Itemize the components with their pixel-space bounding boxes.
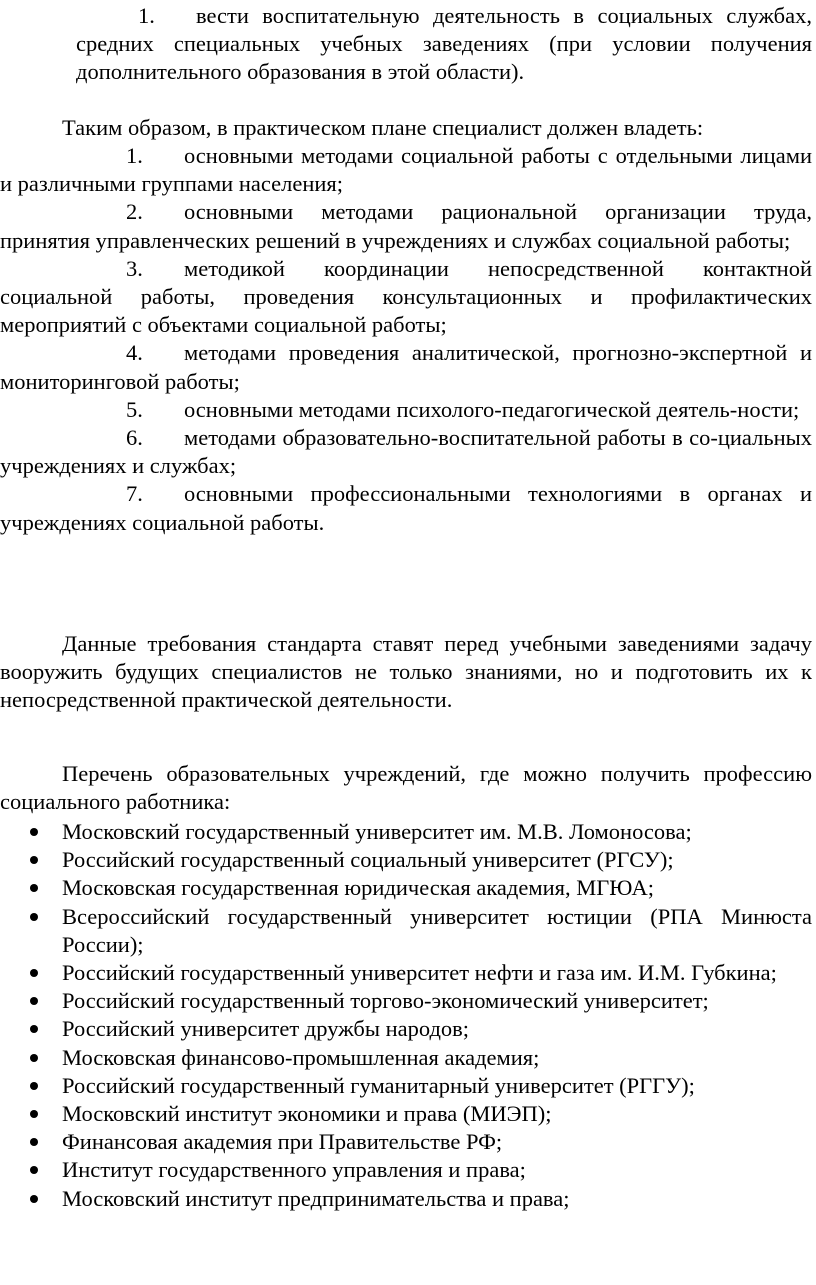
item-text: основными методами рациональной организации труда, принятия управленческих решений в учреждениях и службах социальной работы; [0, 199, 812, 253]
item-text: Российский государственный университет нефти и газа им. И.М. Губкина; [62, 960, 777, 986]
list-item [0, 874, 812, 902]
list-item [0, 818, 812, 846]
list-item [0, 1044, 812, 1072]
continued-list [0, 2, 812, 87]
list-item [0, 1156, 812, 1184]
item-text: Российский государственный социальный университет (РГСУ); [62, 847, 674, 873]
intro-line: Таким образом, в практическом плане специалист должен владеть: [62, 115, 704, 140]
institutions-list [0, 818, 812, 1213]
item-text: основными методами социальной работы с отдельными лицами и различными группами населения; [0, 143, 812, 197]
item-text: методикой координации непосредственной контактной социальной работы, проведения консультационных и профилактических мероприятий с объектами социальной работы; [0, 255, 812, 338]
list-item [0, 846, 812, 874]
bullet-icon [30, 1195, 38, 1203]
bullet-icon [30, 1025, 38, 1033]
item-text: вести воспитательную деятельность в социальных службах, средних специальных учебных заведениях (при условии получения дополнительного образования в этой области). [76, 3, 812, 85]
list-item [0, 198, 812, 254]
item-number: 1. [126, 143, 143, 168]
paragraph-institutions: Перечень образовательных учреждений, где можно получить профессию социального работника: [0, 761, 812, 815]
item-text: Московский институт предпринимательства и права; [62, 1185, 570, 1211]
list-item [0, 396, 812, 424]
item-text: Российский государственный гуманитарный университет (РГГУ); [62, 1072, 695, 1098]
list-item [0, 424, 812, 480]
bullet-icon [30, 1166, 38, 1174]
list-item [0, 339, 812, 395]
list-item [0, 903, 812, 959]
item-text: методами проведения аналитической, прогнозно-экспертной и мониторинговой работы; [0, 340, 812, 394]
list-item [0, 1015, 812, 1043]
item-text: Московский государственный университет им. М.В. Ломоносова; [62, 819, 692, 844]
item-text: Финансовая академия при Правительстве РФ; [62, 1129, 503, 1155]
item-number: 5. [126, 396, 143, 422]
item-text: Московский институт экономики и права (МИЭП); [62, 1101, 552, 1127]
bullet-icon [30, 856, 38, 864]
list-item [0, 1128, 812, 1156]
list-item [76, 2, 812, 87]
item-number: 6. [126, 425, 143, 451]
list-item [0, 142, 812, 198]
item-number: 3. [126, 255, 143, 281]
item-number: 1. [138, 3, 155, 28]
bullet-icon [30, 884, 38, 892]
paragraph-requirements: Данные требования стандарта ставят перед учебными заведениями задачу вооружить будущих специалистов не только знаниями, но и подготовить их к непосредственной практической деятельности. [0, 631, 812, 713]
item-number: 7. [126, 481, 143, 507]
item-text: Институт государственного управления и права; [62, 1157, 526, 1183]
item-number: 2. [126, 199, 143, 225]
bullet-icon [30, 1082, 38, 1090]
bullet-icon [30, 1054, 38, 1062]
list-item [0, 1100, 812, 1128]
list-item [0, 1185, 812, 1213]
bullet-icon [30, 997, 38, 1005]
item-text: методами образовательно-воспитательной работы в со-циальных учреждениях и службах; [0, 425, 812, 479]
list-item [0, 959, 812, 987]
list-item [0, 987, 812, 1015]
item-text: Всероссийский государственный университет юстиции (РПА Минюста России); [62, 903, 812, 957]
item-text: Московская государственная юридическая академия, МГЮА; [62, 875, 654, 901]
list-item [0, 255, 812, 340]
item-text: Московская финансово-промышленная академия; [62, 1044, 540, 1070]
item-text: Российский университет дружбы народов; [62, 1016, 470, 1042]
item-number: 4. [126, 340, 143, 366]
list-item [0, 480, 812, 536]
bullet-icon [30, 1110, 38, 1118]
item-text: основными методами психолого-педагогической деятель-ности; [184, 396, 800, 422]
list-item [0, 1072, 812, 1100]
bullet-icon [30, 1138, 38, 1146]
skills-list [0, 142, 812, 537]
bullet-icon [30, 969, 38, 977]
item-text: основными профессиональными технологиями в органах и учреждениях социальной работы. [0, 481, 812, 535]
bullet-icon [30, 828, 38, 836]
item-text: Российский государственный торгово-экономический университет; [62, 988, 709, 1014]
bullet-icon [30, 913, 38, 921]
